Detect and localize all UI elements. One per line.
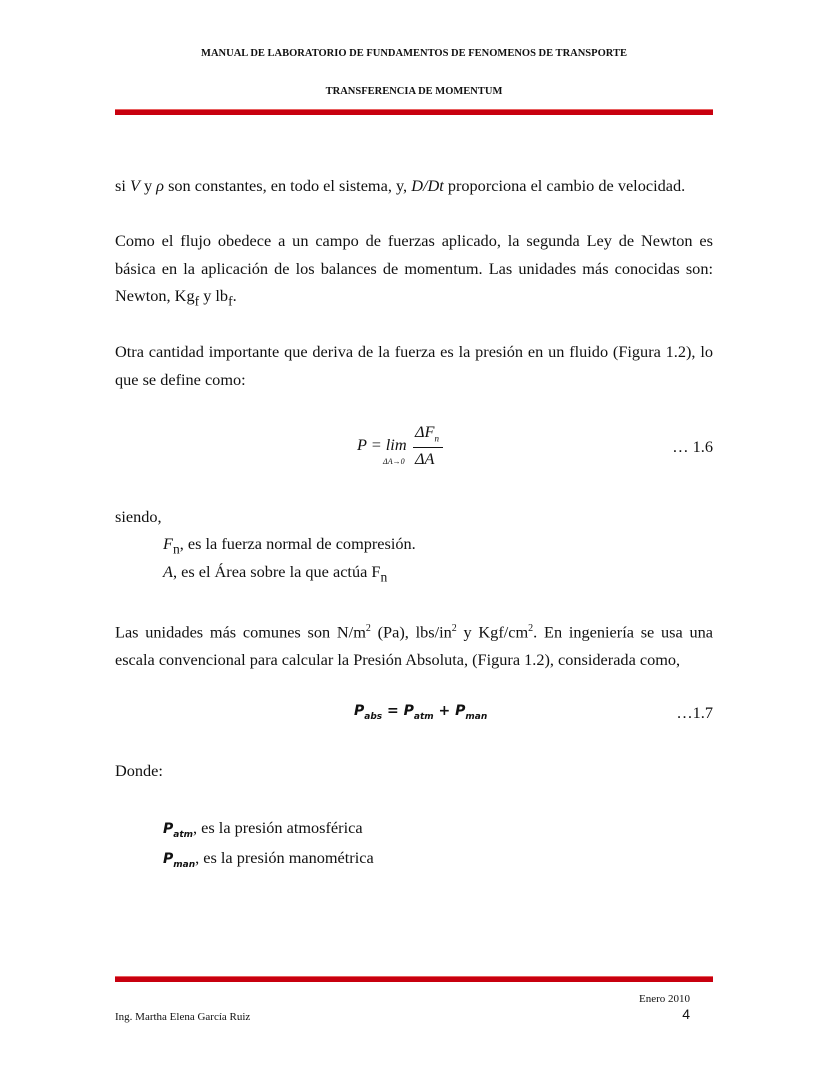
equation-number-1-6: … 1.6 bbox=[672, 437, 713, 456]
donde-label: Donde: bbox=[115, 761, 163, 780]
siendo-label: siendo, bbox=[115, 507, 162, 526]
definition-a: A, es el Área sobre la que actúa $F_n$ bbox=[163, 562, 388, 585]
equation-1-7: $P_{abs} = P_{atm} + P_{man}$ bbox=[354, 703, 488, 722]
paragraph-2: Como el flujo obedece a un campo de fuerzas aplicado, la segunda Ley de Newton es básica en la aplicación de los balances de momentum. Las unidades más conocidas son: Newton, $Kg_f$ y $lb_f$. bbox=[115, 231, 713, 309]
definition-fn: $F_n$, es la fuerza normal de compresión. bbox=[163, 534, 416, 557]
paragraph-1: si V y ρ son constantes, en todo el sistema, y, D/Dt proporciona el cambio de velocidad. bbox=[115, 176, 686, 195]
equation-number-1-7: …1.7 bbox=[676, 703, 713, 722]
definition-patm: $P_{atm}$, es la presión atmosférica bbox=[163, 818, 363, 840]
equation-1-6: P = lim ΔA→0 $\Delta F_n$ ΔA bbox=[357, 425, 497, 475]
footer-author: Ing. Martha Elena García Ruiz bbox=[115, 1011, 251, 1023]
page-number: 4 bbox=[682, 1006, 690, 1022]
header-subtitle: TRANSFERENCIA DE MOMENTUM bbox=[325, 86, 503, 97]
footer-date: Enero 2010 bbox=[638, 993, 690, 1005]
header-title: MANUAL DE LABORATORIO DE FUNDAMENTOS DE FENOMENOS DE TRANSPORTE bbox=[201, 48, 627, 59]
definition-pman: $P_{man}$, es la presión manométrica bbox=[163, 848, 374, 870]
paragraph-3: Otra cantidad importante que deriva de la fuerza es la presión en un fluido (Figura 1.2), lo que se define como: bbox=[115, 342, 713, 389]
paragraph-4: Las unidades más comunes son $N/m^2$ (Pa), lbs/$in^2$ y Kgf/$cm^2$. En ingeniería se usa una escala convencional para calcular la Presión Absoluta, (Figura 1.2), considerada como, bbox=[115, 622, 714, 669]
header-rule bbox=[115, 109, 713, 115]
footer-rule bbox=[115, 976, 713, 982]
